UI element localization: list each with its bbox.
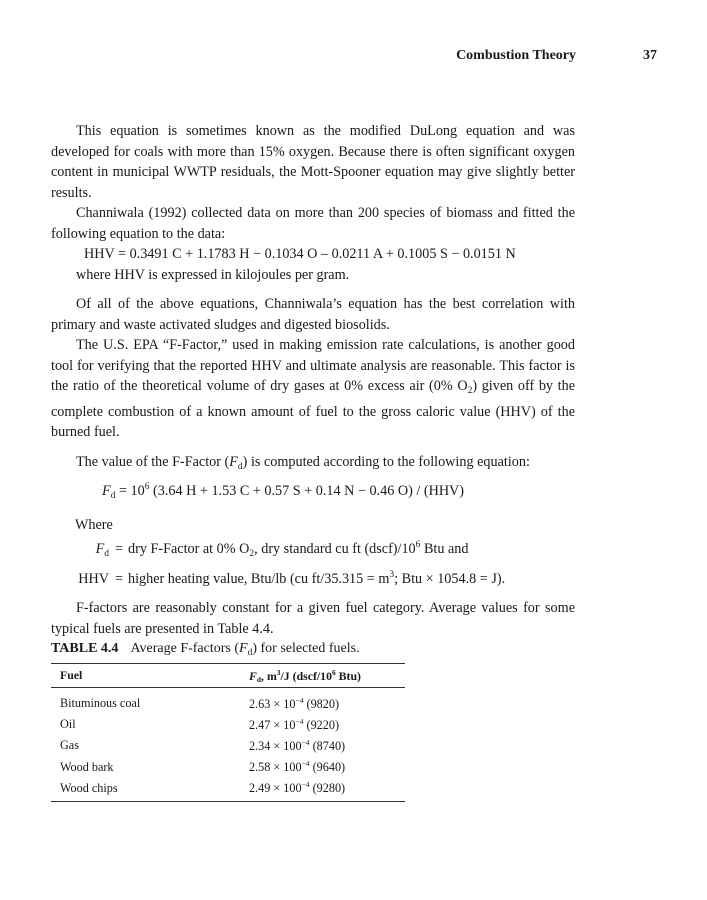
cell-dscf: (9220) (303, 717, 340, 732)
paragraph-channiwala: Channiwala (1992) collected data on more than 200 species of biomass and fitted the following equation to the data: (51, 205, 575, 242)
running-header (0, 48, 707, 68)
cell-base: 2.47 × 10 (249, 717, 296, 732)
header-fuel: Fuel (60, 668, 83, 682)
p5-text-b: ) given off by the complete combustion of a known amount of fuel to the gross caloric value (HHV) of the burned fuel. (51, 378, 576, 440)
header-f-factor (249, 668, 405, 684)
eq2-subscript: d (110, 491, 116, 501)
def1-text-b: , dry standard cu ft (dscf)/10 (254, 541, 416, 557)
def1-equals: = (115, 541, 124, 557)
cell-base: 2.58 × 100 (249, 760, 302, 775)
eq2-equals: = 10 (115, 483, 145, 499)
def1-text-subscript: 2 (249, 549, 255, 559)
def1-text-c: Btu and (420, 541, 469, 557)
table-caption (51, 641, 360, 658)
cell-f-factor (249, 717, 405, 733)
definition-hhv-term: HHV (78, 570, 109, 587)
header-var: F (249, 668, 257, 683)
eq2-rest: (3.64 H + 1.53 C + 0.57 S + 0.14 N − 0.46 O) / (HHV) (149, 483, 465, 499)
table-label: TABLE 4.4 (51, 641, 119, 656)
def2-equals: = (115, 570, 124, 587)
where-definitions (51, 515, 575, 590)
def1-var: F (95, 541, 105, 557)
header-text-c: Btu) (335, 668, 361, 683)
p5-text-a: The U.S. EPA “F-Factor,” used in making emission rate calculations, is another good tool for verifying that the reported HHV and ultimate analysis are reasonable. This factor is the ratio of the theoretical volume of dry gases at 0% excess air (0% O (51, 337, 575, 394)
cell-f-factor (249, 696, 405, 712)
table-row (51, 757, 405, 778)
cell-f-factor (249, 759, 405, 775)
p6-text-b: ) is computed according to the following equation: (242, 453, 530, 470)
section-title: Combustion Theory (456, 48, 576, 63)
paragraph-correlation: Of all of the above equations, Channiwala’s equation has the best correlation with primary and waste activated sludges and digested biosolids. (51, 296, 575, 333)
page-number: 37 (643, 48, 657, 63)
equation-f-factor (51, 477, 575, 507)
where-label-row (51, 515, 575, 536)
cell-dscf: (9640) (309, 760, 346, 775)
definition-hhv (51, 565, 575, 590)
p6-var: F (229, 453, 238, 470)
p5-subscript: 2 (467, 386, 473, 396)
cell-fuel: Oil (60, 717, 76, 732)
def1-text-a: dry F-Factor at 0% O (128, 541, 250, 557)
cell-exponent: −4 (295, 695, 304, 705)
cell-fuel: Bituminous coal (60, 696, 141, 711)
cell-exponent: −4 (295, 716, 304, 726)
paragraph-f-factor-value (51, 452, 575, 478)
header-var-subscript: d (256, 674, 262, 684)
paragraph-hhv-units: where HHV is expressed in kilojoules per gram. (76, 266, 350, 283)
definition-fd (51, 535, 575, 565)
p6-subscript: d (237, 461, 243, 472)
cell-dscf: (9280) (309, 781, 346, 796)
table-body (51, 688, 405, 801)
caption-text-b: ) for selected fuels. (252, 641, 360, 656)
caption-text-a: Average F-factors ( (130, 641, 240, 656)
header-superscript-1: 3 (276, 667, 281, 677)
cell-base: 2.34 × 100 (249, 738, 302, 753)
paragraph-f-factor-constant: F-factors are reasonably constant for a given fuel category. Average values for some typical fuels are presented in Table 4.4. (51, 600, 575, 637)
where-label: Where (75, 516, 113, 533)
body-text (51, 121, 575, 639)
cell-fuel: Wood chips (60, 780, 118, 795)
header-text-b: /J (dscf/10 (280, 668, 332, 683)
p6-text-a: The value of the F-Factor ( (76, 453, 230, 470)
eq2-superscript: 6 (144, 482, 150, 492)
eq2-var: F (102, 483, 111, 499)
header-superscript-2: 6 (331, 667, 336, 677)
f-factor-table (51, 663, 405, 802)
table-row (51, 714, 405, 735)
cell-dscf: (9820) (303, 696, 340, 711)
paragraph-dulong: This equation is sometimes known as the modified DuLong equation and was developed for coals with more than 15% oxygen. Because there is often significant oxygen content in municipal WWTP residuals, the Mott-Spooner equation may give slightly better results. (51, 123, 575, 201)
caption-subscript: d (247, 648, 253, 658)
table-header-row (51, 664, 405, 688)
cell-exponent: −4 (301, 737, 310, 747)
cell-fuel: Wood bark (60, 759, 114, 774)
equation-hhv: HHV = 0.3491 C + 1.1783 H − 0.1034 O – 0.0211 A + 0.1005 S − 0.0151 N (84, 246, 516, 262)
def2-text-b: ; Btu × 1054.8 = J). (394, 570, 506, 587)
cell-exponent: −4 (301, 759, 310, 769)
cell-base: 2.63 × 10 (249, 696, 296, 711)
table-row (51, 778, 405, 799)
cell-dscf: (8740) (309, 738, 346, 753)
cell-base: 2.49 × 100 (249, 781, 302, 796)
table-row (51, 735, 405, 756)
cell-f-factor (249, 738, 405, 754)
cell-fuel: Gas (60, 738, 79, 753)
def2-text-superscript: 3 (389, 569, 395, 580)
cell-exponent: −4 (301, 780, 310, 790)
cell-f-factor (249, 780, 405, 796)
table-row (51, 693, 405, 714)
caption-var: F (239, 641, 248, 656)
definition-fd-term (51, 539, 109, 565)
header-text-a: , m (261, 668, 277, 683)
paragraph-epa-f-factor (51, 335, 575, 443)
def1-var-subscript: d (104, 549, 109, 559)
def2-text-a: higher heating value, Btu/lb (cu ft/35.315 = m (128, 570, 390, 587)
def1-text-superscript: 6 (415, 540, 421, 550)
